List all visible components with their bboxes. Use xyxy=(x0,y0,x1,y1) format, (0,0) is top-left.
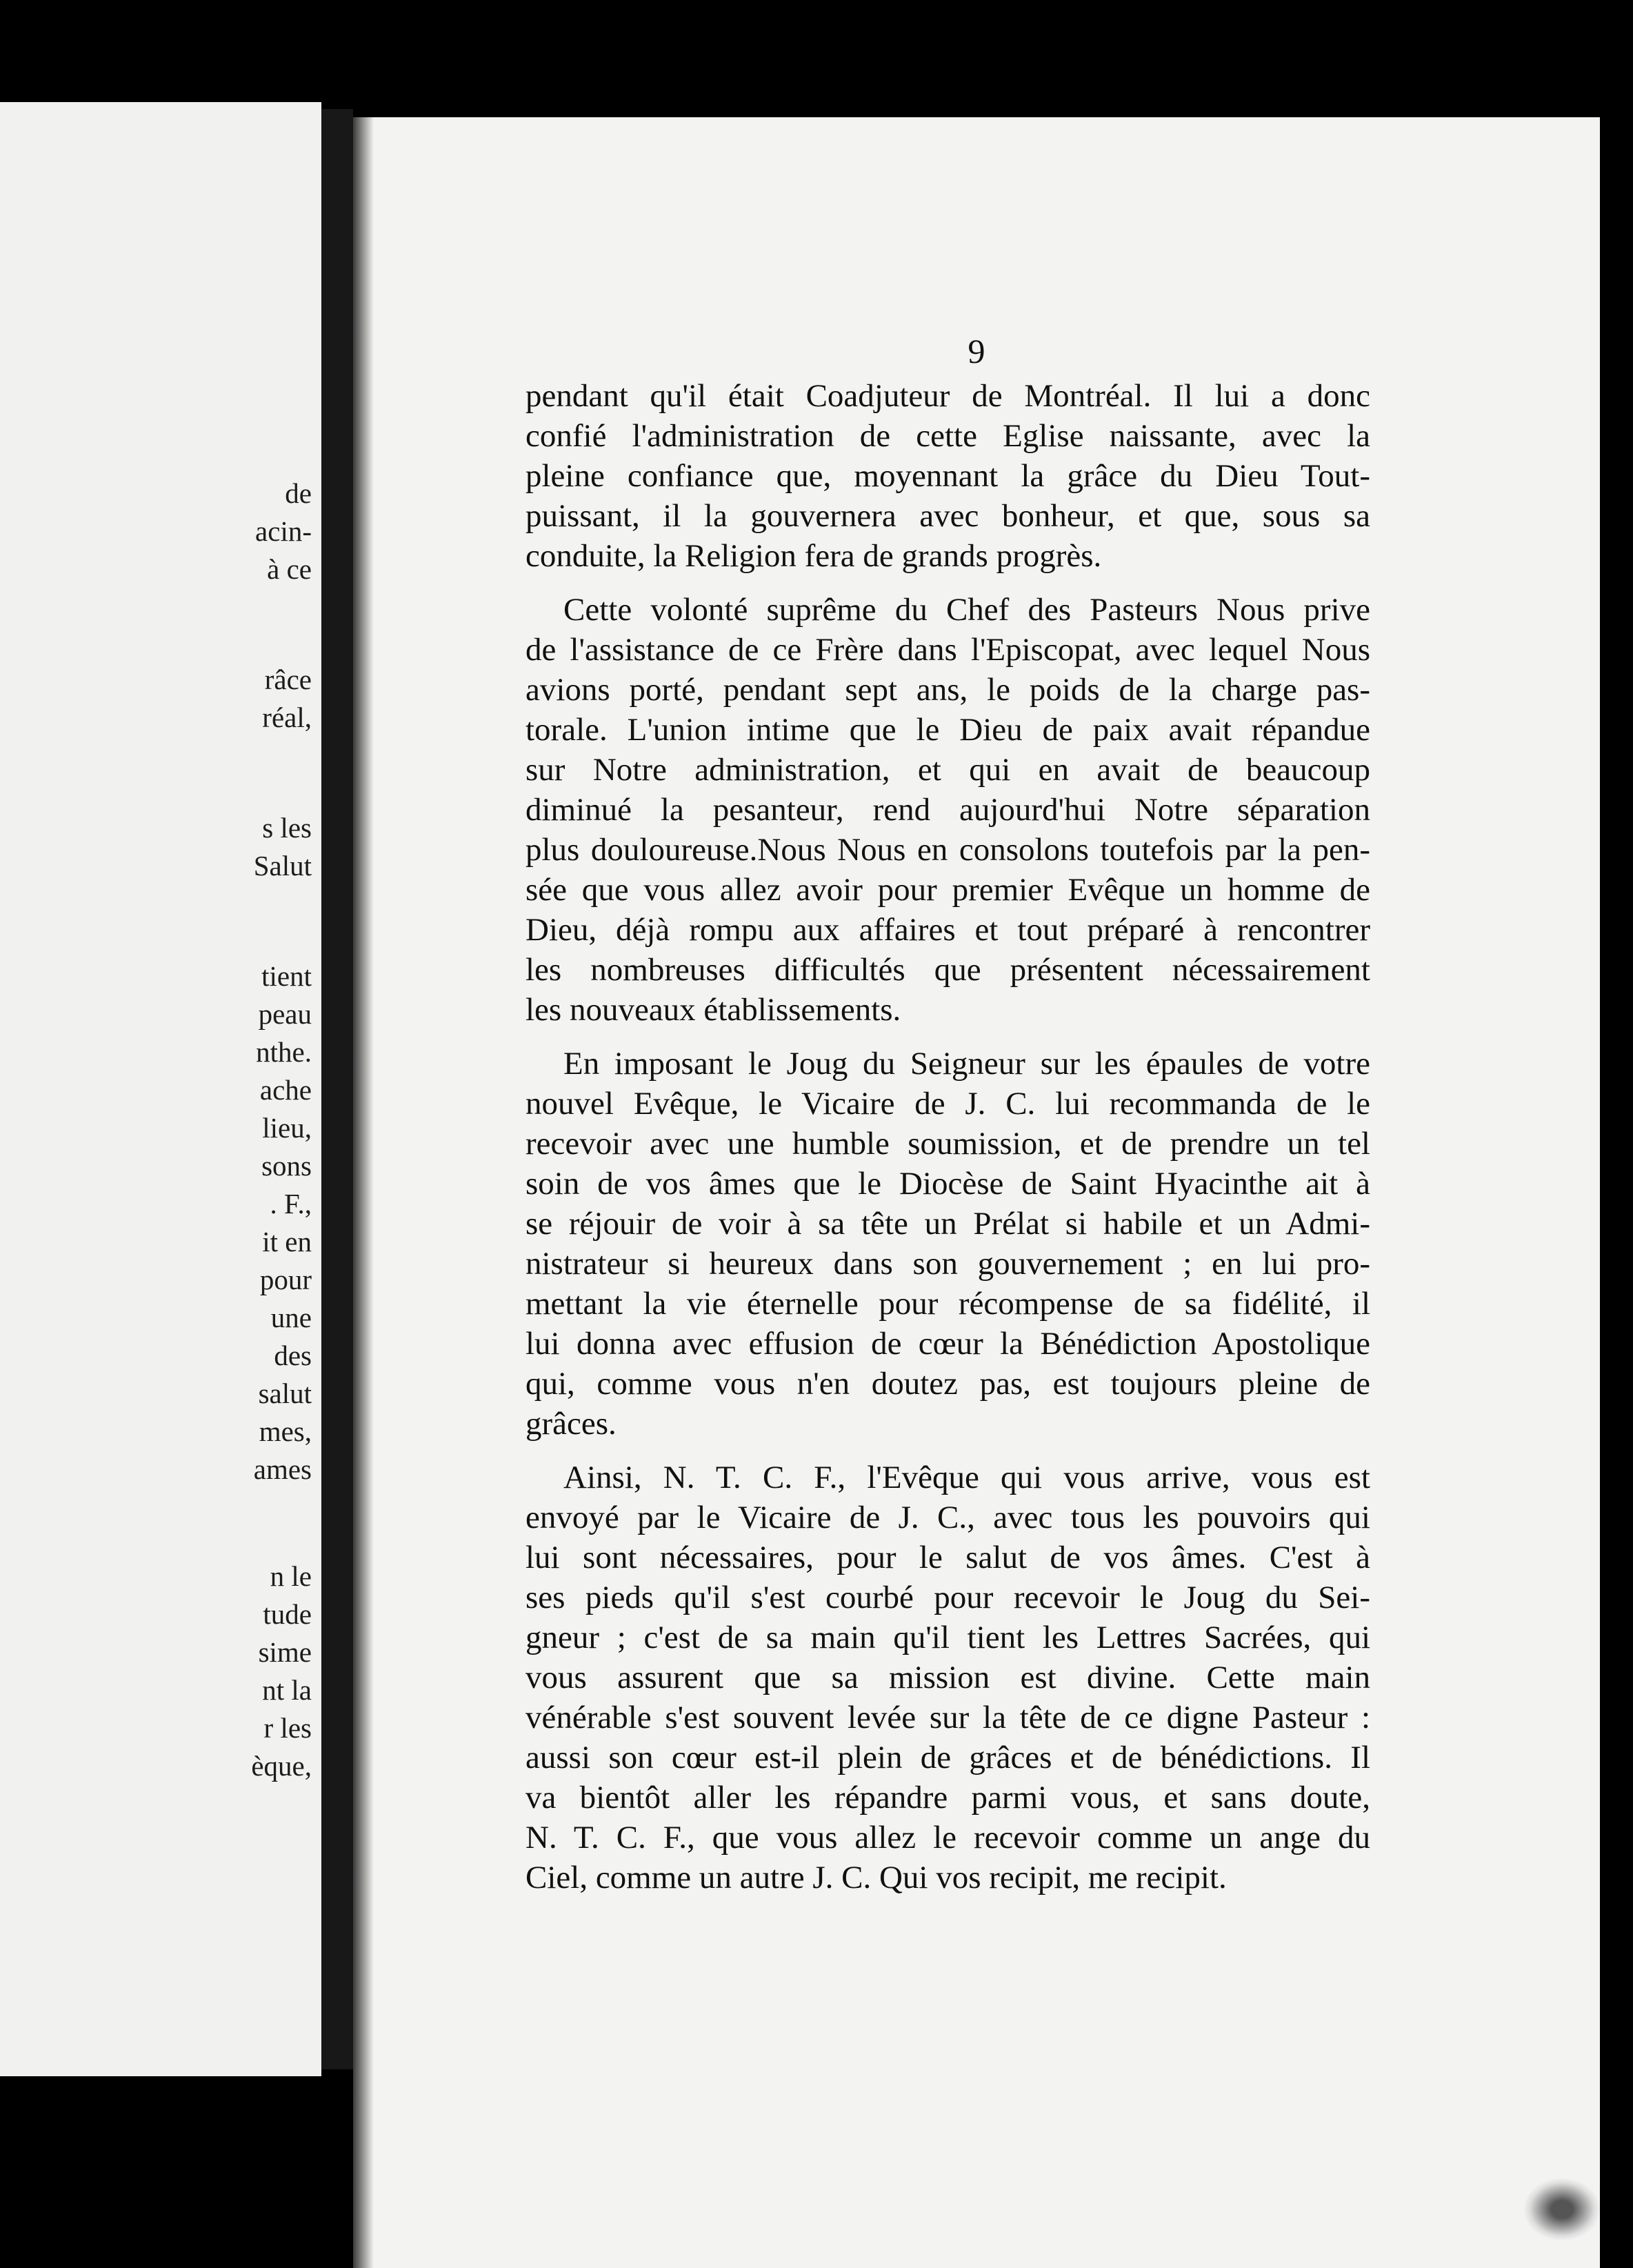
left-page-text-fragment: salut xyxy=(258,1377,312,1409)
text-line: grâces. xyxy=(525,1406,617,1442)
left-page-text-fragment: sons xyxy=(261,1150,312,1182)
left-page-text-fragment: nthe. xyxy=(256,1036,312,1068)
left-page-text-fragment: lieu, xyxy=(262,1112,312,1144)
text-line: qui, comme vous n'en doutez pas, est toujours pleine de xyxy=(525,1366,1370,1402)
left-page-text-fragment: r les xyxy=(263,1712,312,1744)
left-page-text-fragment: ache xyxy=(259,1074,312,1106)
text-line: Ciel, comme un autre J. C. Qui vos recipit, me recipit. xyxy=(525,1860,1227,1896)
previous-page xyxy=(0,102,321,2076)
text-line: plus douloureuse.Nous Nous en consolons toutefois par la pen- xyxy=(525,832,1370,868)
text-line: nouvel Evêque, le Vicaire de J. C. lui recommanda de le xyxy=(525,1086,1370,1122)
left-page-text-fragment: pour xyxy=(259,1264,312,1295)
left-page-text-fragment: acin- xyxy=(255,515,312,547)
left-page-text-fragment: . F., xyxy=(270,1188,312,1220)
text-line: puissant, il la gouvernera avec bonheur, et que, sous sa xyxy=(525,498,1370,534)
text-line: Ainsi, N. T. C. F., l'Evêque qui vous arrive, vous est xyxy=(563,1460,1370,1495)
current-page xyxy=(353,117,1600,2268)
text-line: vénérable s'est souvent levée sur la tête de ce digne Pasteur : xyxy=(525,1700,1370,1735)
text-line: mettant la vie éternelle pour récompense de sa fidélité, il xyxy=(525,1286,1370,1322)
paragraph-gap xyxy=(525,1444,1370,1458)
text-line: avions porté, pendant sept ans, le poids de la charge pas- xyxy=(525,672,1370,708)
left-page-text-fragment: Salut xyxy=(253,850,312,882)
text-line: gneur ; c'est de sa main qu'il tient les Lettres Sacrées, qui xyxy=(525,1620,1370,1655)
text-line: nistrateur si heureux dans son gouvernement ; en lui pro- xyxy=(525,1246,1370,1282)
page-number: 9 xyxy=(968,332,985,370)
text-line: pleine confiance que, moyennant la grâce du Dieu Tout- xyxy=(525,458,1370,494)
paragraph-gap xyxy=(525,1030,1370,1044)
text-line: diminué la pesanteur, rend aujourd'hui Notre séparation xyxy=(525,792,1370,828)
left-page-text-fragment: des xyxy=(274,1340,312,1371)
text-line: Dieu, déjà rompu aux affaires et tout préparé à rencontrer xyxy=(525,912,1370,948)
left-page-text-fragment: èque, xyxy=(251,1750,312,1782)
text-line: confié l'administration de cette Eglise naissante, avec la xyxy=(525,418,1370,454)
text-line: lui donna avec effusion de cœur la Bénédiction Apostolique xyxy=(525,1326,1370,1362)
left-page-text-fragment: n le xyxy=(270,1560,312,1592)
text-line: vous assurent que sa mission est divine. Cette main xyxy=(525,1660,1370,1695)
paragraph-gap xyxy=(525,576,1370,590)
text-line: ses pieds qu'il s'est courbé pour recevoir le Joug du Sei- xyxy=(525,1580,1370,1615)
binding-shadow xyxy=(353,117,374,2268)
library-stamp xyxy=(1524,2178,1600,2240)
left-page-text-fragment: nt la xyxy=(262,1674,312,1706)
text-line: N. T. C. F., que vous allez le recevoir comme un ange du xyxy=(525,1820,1370,1856)
left-page-text-fragment: s les xyxy=(262,812,312,844)
text-line: envoyé par le Vicaire de J. C., avec tous les pouvoirs qui xyxy=(525,1500,1370,1535)
left-page-text-fragment: tient xyxy=(261,960,312,992)
text-line: sée que vous allez avoir pour premier Evêque un homme de xyxy=(525,872,1370,908)
text-line: En imposant le Joug du Seigneur sur les épaules de votre xyxy=(563,1046,1370,1082)
left-page-text-fragment: réal, xyxy=(262,702,312,733)
text-line: aussi son cœur est-il plein de grâces et de bénédictions. Il xyxy=(525,1740,1370,1775)
text-line: les nombreuses difficultés que présentent nécessairement xyxy=(525,952,1370,988)
left-page-text-fragment: de xyxy=(285,477,312,509)
text-line: va bientôt aller les répandre parmi vous, et sans doute, xyxy=(525,1780,1370,1816)
left-page-text-fragment: une xyxy=(270,1302,312,1333)
left-page-text-fragment: ames xyxy=(253,1453,312,1485)
text-line: Cette volonté suprême du Chef des Pasteurs Nous prive xyxy=(563,592,1370,628)
left-page-text-fragment: tude xyxy=(263,1598,312,1630)
text-line: torale. L'union intime que le Dieu de paix avait répandue xyxy=(525,712,1370,748)
page-gutter-shadow xyxy=(321,109,353,2069)
text-line: de l'assistance de ce Frère dans l'Episcopat, avec lequel Nous xyxy=(525,632,1370,668)
left-page-text-fragment: sime xyxy=(258,1636,312,1668)
left-page-text-fragment: à ce xyxy=(267,553,312,585)
page-body xyxy=(525,376,1370,1898)
text-line: recevoir avec une humble soumission, et de prendre un tel xyxy=(525,1126,1370,1162)
text-line: sur Notre administration, et qui en avait de beaucoup xyxy=(525,752,1370,788)
text-line: les nouveaux établissements. xyxy=(525,992,901,1028)
left-page-text-fragment: peau xyxy=(258,998,312,1030)
left-page-text-fragment: râce xyxy=(264,664,312,695)
text-line: se réjouir de voir à sa tête un Prélat si habile et un Admi- xyxy=(525,1206,1370,1242)
left-page-text-fragment: it en xyxy=(262,1226,312,1257)
text-line: conduite, la Religion fera de grands progrès. xyxy=(525,538,1102,574)
text-line: pendant qu'il était Coadjuteur de Montréal. Il lui a donc xyxy=(525,378,1370,414)
text-line: soin de vos âmes que le Diocèse de Saint Hyacinthe ait à xyxy=(525,1166,1370,1202)
left-page-text-fragment: mes, xyxy=(259,1415,312,1447)
text-line: lui sont nécessaires, pour le salut de vos âmes. C'est à xyxy=(525,1540,1370,1575)
